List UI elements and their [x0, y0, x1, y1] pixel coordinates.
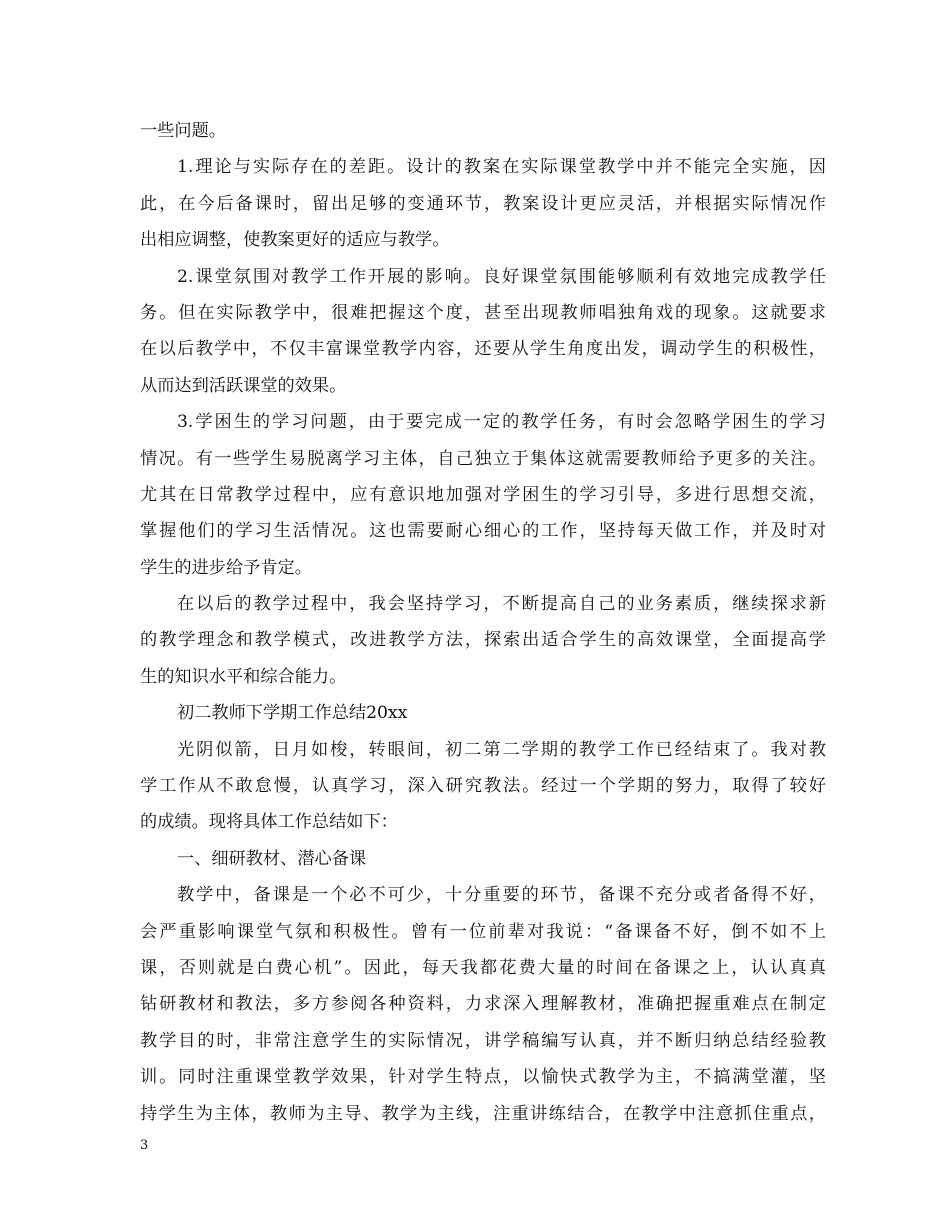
text-line: 课，否则就是白费心机”。因此，每天我都花费大量的时间在备课之上，认认真真 — [140, 957, 826, 978]
text-line: 教学中，备课是一个必不可少，十分重要的环节，备课不充分或者备得不好， — [177, 885, 826, 906]
text-line: 从而达到活跃课堂的效果。 — [140, 375, 347, 396]
text-line: 1.理论与实际存在的差距。设计的教案在实际课堂教学中并不能完全实施，因 — [177, 157, 826, 178]
page-number: 3 — [140, 1138, 149, 1153]
text-line: 此，在今后备课时，留出足够的变通环节，教案设计更应灵活，并根据实际情况作 — [140, 193, 826, 214]
text-line: 学工作从不敢怠慢，认真学习，深入研究教法。经过一个学期的努力，取得了较好 — [140, 776, 826, 797]
text-line: 钻研教材和教法，多方参阅各种资料，力求深入理解教材，准确把握重难点在制定 — [140, 994, 826, 1015]
text-line: 一、细研教材、潜心备课 — [177, 848, 367, 869]
text-line: 学生的进步给予肯定。 — [140, 557, 312, 578]
text-line: 出相应调整，使教案更好的适应与教学。 — [140, 230, 450, 251]
text-line: 掌握他们的学习生活情况。这也需要耐心细心的工作，坚持每天做工作，并及时对 — [140, 521, 826, 542]
text-line: 情况。有一些学生易脱离学习主体，自己独立于集体这就需要教师给予更多的关注。 — [140, 448, 826, 469]
text-line: 在以后的教学过程中，我会坚持学习，不断提高自己的业务素质，继续探求新 — [177, 594, 826, 615]
text-line: 务。但在实际教学中，很难把握这个度，甚至出现教师唱独角戏的现象。这就要求 — [140, 302, 826, 323]
text-line: 2.课堂氛围对教学工作开展的影响。良好课堂氛围能够顺利有效地完成教学任 — [177, 266, 826, 287]
text-line: 会严重影响课堂气氛和积极性。曾有一位前辈对我说：“备课备不好，倒不如不上 — [140, 921, 826, 942]
text-line: 一些问题。 — [140, 121, 226, 141]
text-line: 初二教师下学期工作总结20xx — [177, 703, 408, 724]
text-line: 3.学困生的学习问题，由于要完成一定的教学任务，有时会忽略学困生的学习 — [177, 412, 826, 433]
text-line: 教学目的时，非常注意学生的实际情况，讲学稿编写认真，并不断归纳总结经验教 — [140, 1030, 826, 1051]
text-line: 的教学理念和教学模式，改进教学方法，探索出适合学生的高效课堂，全面提高学 — [140, 630, 826, 651]
text-line: 的成绩。现将具体工作总结如下： — [140, 812, 398, 833]
text-line: 尤其在日常教学过程中，应有意识地加强对学困生的学习引导，多进行思想交流， — [140, 484, 826, 505]
text-line: 持学生为主体，教师为主导、教学为主线，注重讲练结合，在教学中注意抓住重点， — [140, 1103, 826, 1124]
text-line: 生的知识水平和综合能力。 — [140, 666, 347, 687]
document-body — [140, 113, 826, 1132]
text-line: 在以后教学中，不仅丰富课堂教学内容，还要从学生角度出发，调动学生的积极性， — [140, 339, 826, 360]
text-line: 光阴似箭，日月如梭，转眼间，初二第二学期的教学工作已经结束了。我对教 — [177, 739, 826, 760]
text-line: 训。同时注重课堂教学效果，针对学生特点，以愉快式教学为主，不搞满堂灌，坚 — [140, 1067, 826, 1088]
